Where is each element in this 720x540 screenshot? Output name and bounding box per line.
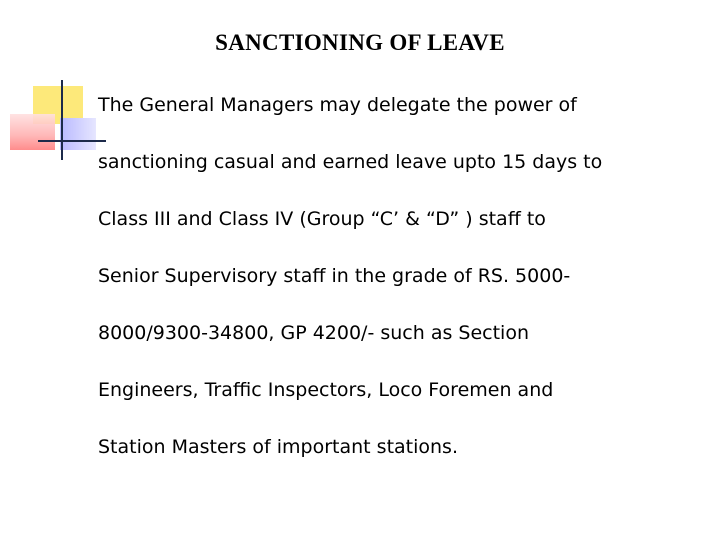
text-line: Engineers, Traffic Inspectors, Loco Foremen and (98, 379, 554, 401)
slide-title: SANCTIONING OF LEAVE (215, 30, 505, 55)
red-square-shape (10, 114, 55, 150)
blue-square-shape (60, 118, 96, 150)
text-line: Station Masters of important stations. (98, 436, 458, 458)
horizontal-rule (38, 140, 106, 142)
vertical-rule (61, 80, 63, 160)
text-line: Senior Supervisory staff in the grade of RS. 5000- (98, 265, 571, 287)
text-line: 8000/9300-34800, GP 4200/- such as Section (98, 322, 529, 344)
text-line: Class III and Class IV (Group “C’ & “D” ) staff to (98, 208, 546, 230)
text-line: sanctioning casual and earned leave upto 15 days to (98, 151, 603, 173)
decorative-squares (0, 0, 110, 170)
text-line: The General Managers may delegate the power of (98, 94, 577, 116)
body-paragraph (98, 86, 708, 485)
